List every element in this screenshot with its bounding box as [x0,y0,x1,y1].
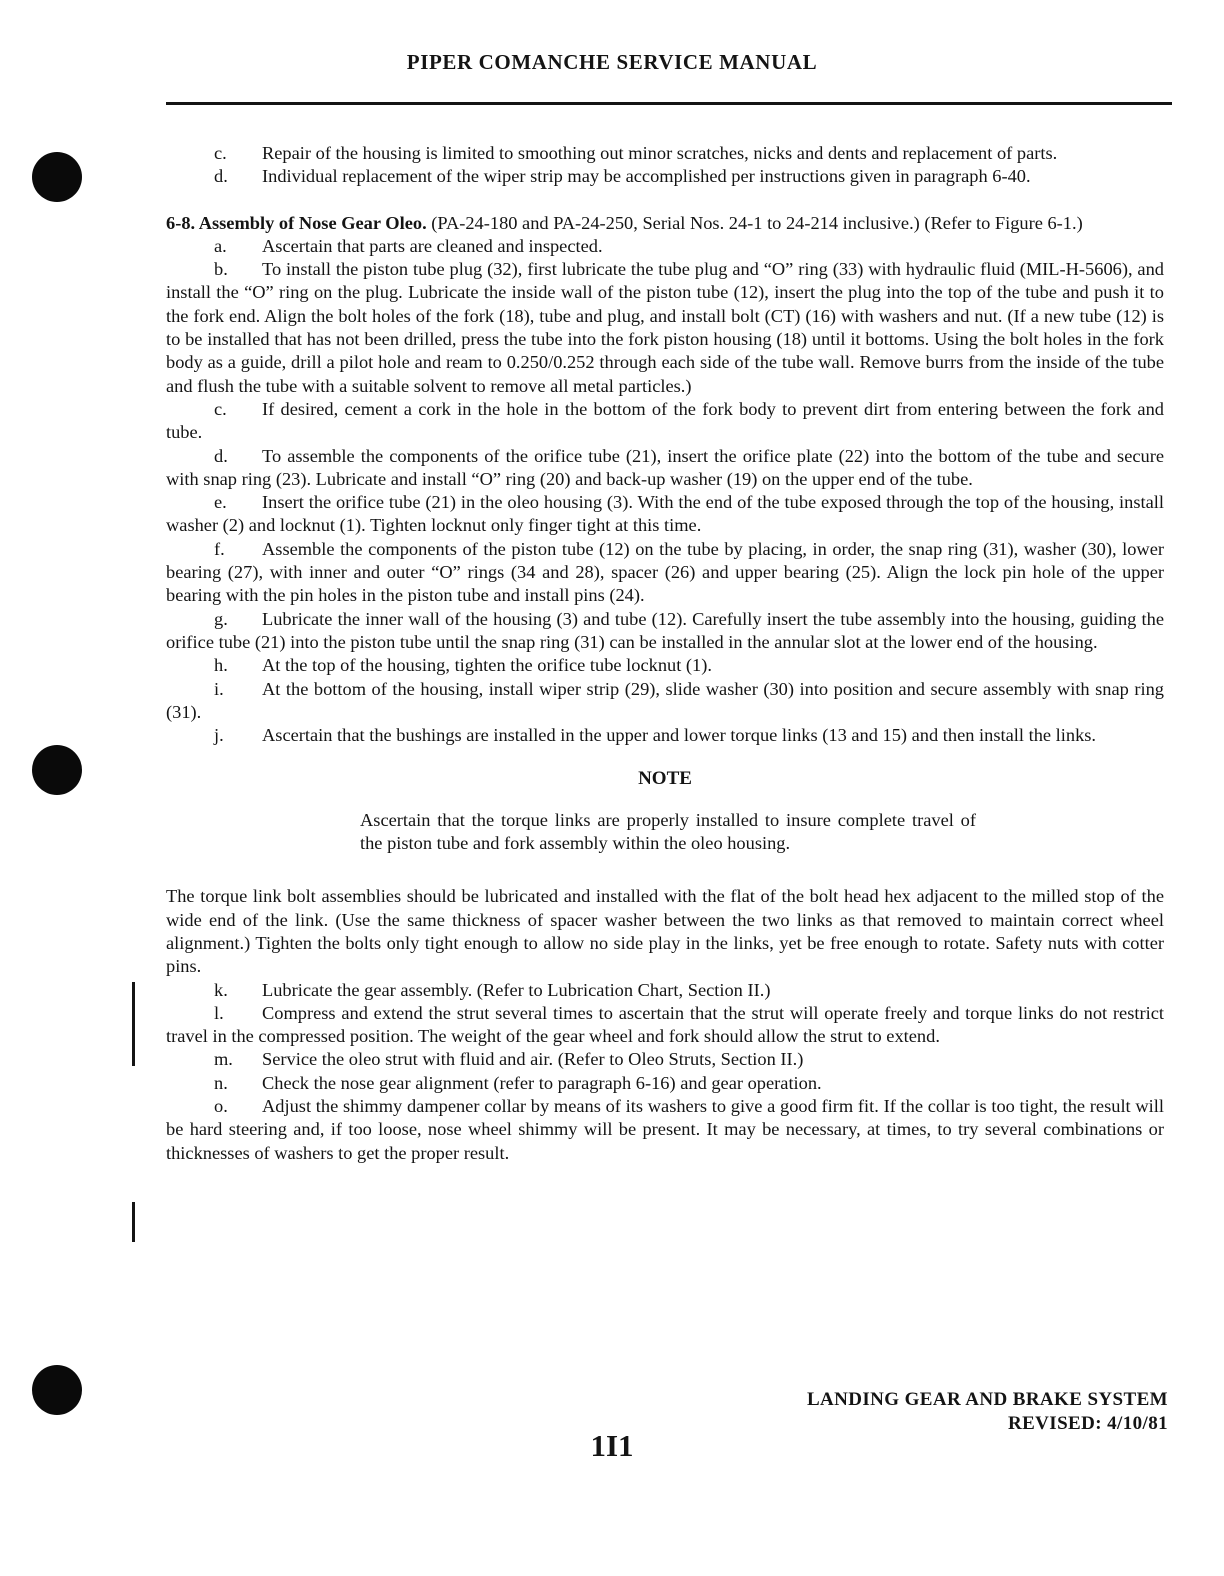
item-label: k. [214,979,228,1000]
item-text: At the bottom of the housing, install wiper strip (29), slide washer (30) into position and secure assembly with snap ring (31). [166,678,1164,722]
note-text: Ascertain that the torque links are properly installed to insure complete travel of the piston tube and fork assembly within the oleo housing. [360,809,976,854]
section-heading-bold: 6-8. Assembly of Nose Gear Oleo. [166,212,427,233]
list-item [166,538,1164,608]
spacer [166,189,1164,212]
list-item [166,654,1164,677]
item-label: c. [214,143,227,163]
list-item [166,1072,1164,1095]
list-item [166,724,1164,747]
item-label: e. [214,492,227,513]
list-item [166,1095,1164,1165]
manual-title: PIPER COMANCHE SERVICE MANUAL [406,50,818,74]
item-text: Ascertain that parts are cleaned and inspected. [262,235,603,256]
item-text: Check the nose gear alignment (refer to paragraph 6-16) and gear operation. [262,1072,822,1093]
list-item [166,398,1164,445]
item-label: l. [214,1002,224,1023]
binder-hole [32,745,82,795]
binder-hole [32,152,82,202]
list-item [166,142,1164,165]
header-rule [166,102,1172,105]
item-text: Compress and extend the strut several times to ascertain that the strut will operate freely and torque links do not restrict travel in the compressed position. The weight of the gear wheel and fork should allow the strut to extend. [166,1002,1164,1047]
list-item [166,979,1164,1002]
list-item [166,165,1164,188]
item-label: o. [214,1095,228,1116]
list-item [166,445,1164,492]
item-text: Lubricate the inner wall of the housing (3) and tube (12). Carefully insert the tube assembly into the housing, guiding the orifice tube (21) into the piston tube until the snap ring (31) can be installed in the annular slot at the lower end of the housing. [166,608,1164,652]
item-label: h. [214,655,228,676]
item-label: d. [214,445,228,466]
item-label: c. [214,398,227,419]
list-item [166,235,1164,258]
list-item [166,608,1164,655]
page-body [166,142,1164,1165]
item-label: m. [214,1049,233,1070]
item-text: Adjust the shimmy dampener collar by means of its washers to give a good firm fit. If the collar is too tight, the result will be hard steering and, if too loose, nose wheel shimmy will be present. It may be necessary, at times, to try several combinations or thicknesses of washers to get the proper result. [166,1095,1164,1163]
list-item [166,258,1164,398]
item-label: a. [214,235,227,256]
list-item [166,678,1164,725]
footer-revised-date: REVISED: 4/10/81 [1007,1413,1168,1434]
list-item [166,1048,1164,1071]
item-text: If desired, cement a cork in the hole in the bottom of the fork body to prevent dirt from entering between the fork and tube. [166,398,1164,443]
item-text: Insert the orifice tube (21) in the oleo housing (3). With the end of the tube exposed through the top of the housing, install washer (2) and locknut (1). Tighten locknut only finger tight at this time. [166,492,1164,536]
item-label: b. [214,259,228,280]
torque-link-paragraph: The torque link bolt assemblies should be lubricated and installed with the flat of the bolt head hex adjacent to the milled stop of the wide end of the link. (Use the same thickness of spacer washer between the two links as that removed to maintain correct wheel alignment.) Tighten the bolts only tight enough to allow no side play in the links, yet be free enough to rotate. Safety nuts with cotter pins. [166,886,1164,977]
item-label: n. [214,1072,228,1093]
item-text: To install the piston tube plug (32), first lubricate the tube plug and “O” ring (33) with hydraulic fluid (MIL-H-5606), and install the “O” ring on the plug. Lubricate the inside wall of the piston tube (12), insert the plug into the top of the tube and push it to the fork end. Align the bolt holes of the fork (18), tube and plug, and install bolt (CT) (16) with washers and nut. (If a new tube (12) is to be installed that has not been drilled, press the tube into the fork piston housing (18) until it bottoms. Using the bolt holes in the fork body as a guide, drill a pilot hole and ream to 0.250/0.252 through each side of the tube wall. Remove burrs from the inside of the tube and flush the tube with a suitable solvent to remove all metal particles.) [166,259,1164,396]
revision-bar [132,1202,135,1242]
item-text: Lubricate the gear assembly. (Refer to Lubrication Chart, Section II.) [262,979,771,1000]
item-text: Ascertain that the bushings are installed in the upper and lower torque links (13 and 15) and then install the links. [262,725,1097,746]
list-item [166,491,1164,538]
item-text: Repair of the housing is limited to smoothing out minor scratches, nicks and dents and replacement of parts. [262,143,1058,163]
item-label: d. [214,166,228,187]
item-label: i. [214,678,224,699]
list-item [166,1002,1164,1049]
item-label: f. [214,538,225,559]
page-number: 1I1 [590,1428,634,1463]
item-text: Individual replacement of the wiper strip may be accomplished per instructions given in paragraph 6-40. [262,166,1031,187]
binder-hole [32,1365,82,1415]
item-text: To assemble the components of the orifice tube (21), insert the orifice plate (22) into the bottom of the tube and secure with snap ring (23). Lubricate and install “O” ring (20) and back-up washer (19) on the upper end of the tube. [166,445,1164,489]
item-label: g. [214,608,228,629]
item-text: At the top of the housing, tighten the orifice tube locknut (1). [262,655,712,676]
item-text: Service the oleo strut with fluid and air. (Refer to Oleo Struts, Section II.) [262,1049,804,1070]
section-heading-text: (PA-24-180 and PA-24-250, Serial Nos. 24-1 to 24-214 inclusive.) (Refer to Figure 6-1.) [426,212,1083,233]
footer-section-title: LANDING GEAR AND BRAKE SYSTEM [806,1389,1168,1410]
revision-bar [132,982,135,1066]
item-label: j. [214,725,224,746]
note-title: NOTE [638,768,692,790]
section-heading [166,212,1164,235]
item-text: Assemble the components of the piston tube (12) on the tube by placing, in order, the snap ring (31), washer (30), lower bearing (27), with inner and outer “O” rings (34 and 28), spacer (26) and upper bearing (25). Align the lock pin hole of the upper bearing with the pin holes in the piston tube and install pins (24). [166,538,1164,606]
